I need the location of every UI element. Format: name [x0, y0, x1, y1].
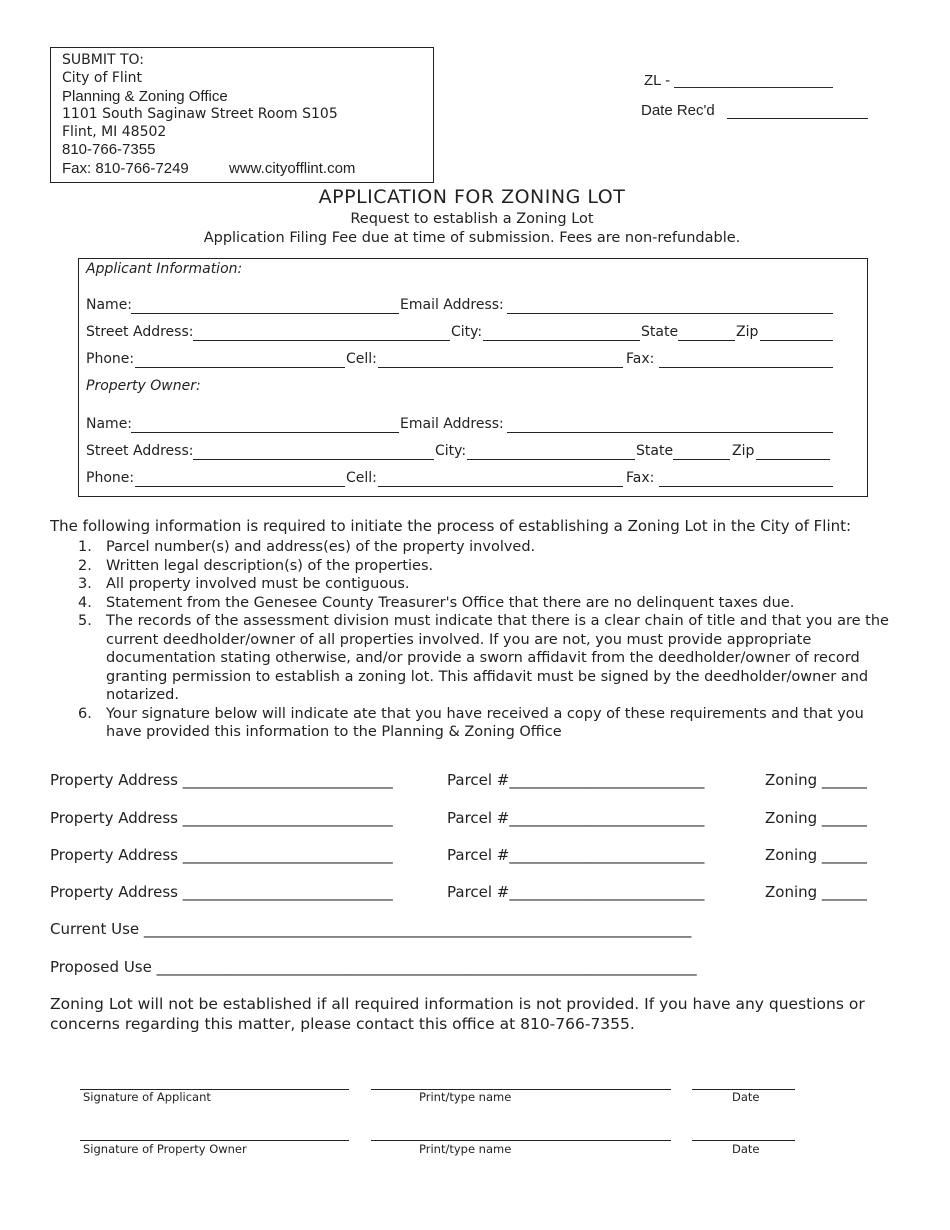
notice-text: Zoning Lot will not be established if all required information is not provided. If you have any questions or concerns regarding this matter, please contact this office at 810-766-7355.: [50, 995, 865, 1033]
owner-print-name-line[interactable]: [371, 1140, 671, 1141]
zoning-field[interactable]: Zoning ______: [765, 809, 867, 827]
list-item-text: The records of the assessment division must indicate that there is a clear chain of title and that you are the current deedholder/owner of all properties involved. If you are not, you must provide appropriate documentation stating otherwise, and/or provide a sworn affidavit from the deedholder/owner of record granting permission to establish a zoning lot. This affidavit must be signed by the deedholder/owner and notarized.: [106, 613, 889, 703]
applicant-email-label: Email Address:: [400, 297, 504, 313]
owner-street-label: Street Address:: [86, 443, 194, 459]
owner-signature-label: Signature of Property Owner: [83, 1142, 247, 1156]
applicant-street-field[interactable]: [193, 340, 450, 341]
parcel-field[interactable]: Parcel #__________________________: [447, 771, 705, 789]
owner-email-field[interactable]: [507, 432, 833, 433]
applicant-phone-field[interactable]: [135, 367, 345, 368]
owner-name-field[interactable]: [131, 432, 399, 433]
parcel-field[interactable]: Parcel #__________________________: [447, 846, 705, 864]
list-item-number: 6.: [78, 705, 92, 722]
applicant-phone-label: Phone:: [86, 351, 135, 367]
applicant-state-field[interactable]: [678, 340, 735, 341]
zl-field[interactable]: ZL - ___________________: [644, 72, 833, 89]
list-item: [78, 594, 898, 613]
owner-phone-label: Phone:: [86, 470, 135, 486]
owner-name-label: Name:: [86, 416, 133, 432]
owner-state-label: State: [636, 443, 674, 459]
submit-to-box: [50, 47, 434, 183]
applicant-fax-label: Fax:: [626, 351, 655, 367]
property-address-field[interactable]: Property Address ____________________________: [50, 809, 393, 827]
applicant-cell-label: Cell:: [346, 351, 377, 367]
property-address-field[interactable]: Property Address ____________________________: [50, 883, 393, 901]
owner-date-label: Date: [732, 1142, 760, 1156]
applicant-name-label: Name:: [86, 297, 133, 313]
list-item-text: Statement from the Genesee County Treasurer's Office that there are no delinquent taxes due.: [106, 594, 795, 611]
owner-fax-field[interactable]: [659, 486, 833, 487]
submit-city-state-zip: Flint, MI 48502: [62, 124, 167, 140]
owner-cell-label: Cell:: [346, 470, 377, 486]
submit-city: City of Flint: [62, 70, 143, 86]
property-address-field[interactable]: Property Address ____________________________: [50, 771, 393, 789]
owner-fax-label: Fax:: [626, 470, 655, 486]
list-item-number: 3.: [78, 576, 92, 592]
list-item-number: 1.: [78, 539, 92, 555]
zoning-field[interactable]: Zoning ______: [765, 771, 867, 789]
page-subtitle: Request to establish a Zoning Lot: [350, 211, 594, 227]
owner-date-line[interactable]: [692, 1140, 795, 1141]
owner-print-name-label: Print/type name: [419, 1142, 512, 1156]
owner-signature-line[interactable]: [80, 1140, 349, 1141]
zoning-field[interactable]: Zoning ______: [765, 883, 867, 901]
applicant-state-label: State: [641, 324, 679, 340]
applicant-city-field[interactable]: [483, 340, 640, 341]
list-item-text: Written legal description(s) of the properties.: [106, 557, 434, 574]
fee-note: Application Filing Fee due at time of submission. Fees are non-refundable.: [203, 230, 741, 246]
applicant-city-label: City:: [451, 324, 483, 340]
requirements-list: [78, 538, 898, 742]
submit-to-heading: SUBMIT TO:: [62, 52, 144, 68]
applicant-zip-field[interactable]: [760, 340, 833, 341]
list-item-text: Your signature below will indicate ate that you have received a copy of these requirements and that you have provided this information to the Planning & Zoning Office: [106, 705, 864, 740]
owner-section-label: Property Owner:: [86, 378, 201, 394]
property-address-field[interactable]: Property Address ____________________________: [50, 846, 393, 864]
applicant-print-name-label: Print/type name: [419, 1090, 512, 1104]
list-item: [78, 557, 898, 576]
owner-cell-field[interactable]: [378, 486, 623, 487]
applicant-print-name-line[interactable]: [371, 1089, 671, 1090]
applicant-name-field[interactable]: [131, 313, 399, 314]
list-item-text: Parcel number(s) and address(es) of the property involved.: [106, 539, 536, 555]
applicant-signature-label: Signature of Applicant: [83, 1090, 211, 1104]
owner-phone-field[interactable]: [135, 486, 345, 487]
applicant-street-label: Street Address:: [86, 324, 194, 340]
submit-office: Planning & Zoning Office: [62, 88, 228, 105]
applicant-email-field[interactable]: [507, 313, 833, 314]
date-received-line[interactable]: [727, 118, 868, 119]
owner-street-field[interactable]: [193, 459, 434, 460]
list-item-number: 4.: [78, 594, 92, 611]
date-received-label: Date Rec'd: [641, 102, 715, 119]
applicant-date-label: Date: [732, 1090, 760, 1104]
current-use-field[interactable]: Current Use _________________________________________________________________________: [50, 920, 692, 938]
owner-city-label: City:: [435, 443, 467, 459]
submit-website: www.cityofflint.com: [229, 160, 356, 177]
applicant-section-label: Applicant Information:: [86, 261, 243, 277]
list-item: [78, 705, 898, 742]
list-item-number: 2.: [78, 557, 92, 574]
owner-zip-field[interactable]: [756, 459, 830, 460]
proposed-use-field[interactable]: Proposed Use ________________________________________________________________________: [50, 958, 697, 976]
zoning-field[interactable]: Zoning ______: [765, 846, 867, 864]
owner-state-field[interactable]: [673, 459, 730, 460]
applicant-cell-field[interactable]: [378, 367, 623, 368]
requirements-intro: The following information is required to initiate the process of establishing a Zoning Lot in the City of Flint:: [50, 517, 852, 535]
submit-address: 1101 South Saginaw Street Room S105: [62, 106, 338, 122]
submit-fax: Fax: 810-766-7249: [62, 160, 189, 177]
list-item-text: All property involved must be contiguous.: [106, 576, 410, 592]
owner-city-field[interactable]: [467, 459, 635, 460]
list-item-number: 5.: [78, 613, 92, 629]
page-title: APPLICATION FOR ZONING LOT: [318, 186, 626, 208]
list-item: [78, 575, 898, 594]
applicant-fax-field[interactable]: [659, 367, 833, 368]
list-item: [78, 612, 898, 705]
list-item: [78, 538, 898, 557]
parcel-field[interactable]: Parcel #__________________________: [447, 883, 705, 901]
parcel-field[interactable]: Parcel #__________________________: [447, 809, 705, 827]
owner-zip-label: Zip: [732, 443, 755, 459]
submit-phone: 810-766-7355: [62, 141, 156, 158]
applicant-zip-label: Zip: [736, 324, 759, 340]
owner-email-label: Email Address:: [400, 416, 504, 432]
